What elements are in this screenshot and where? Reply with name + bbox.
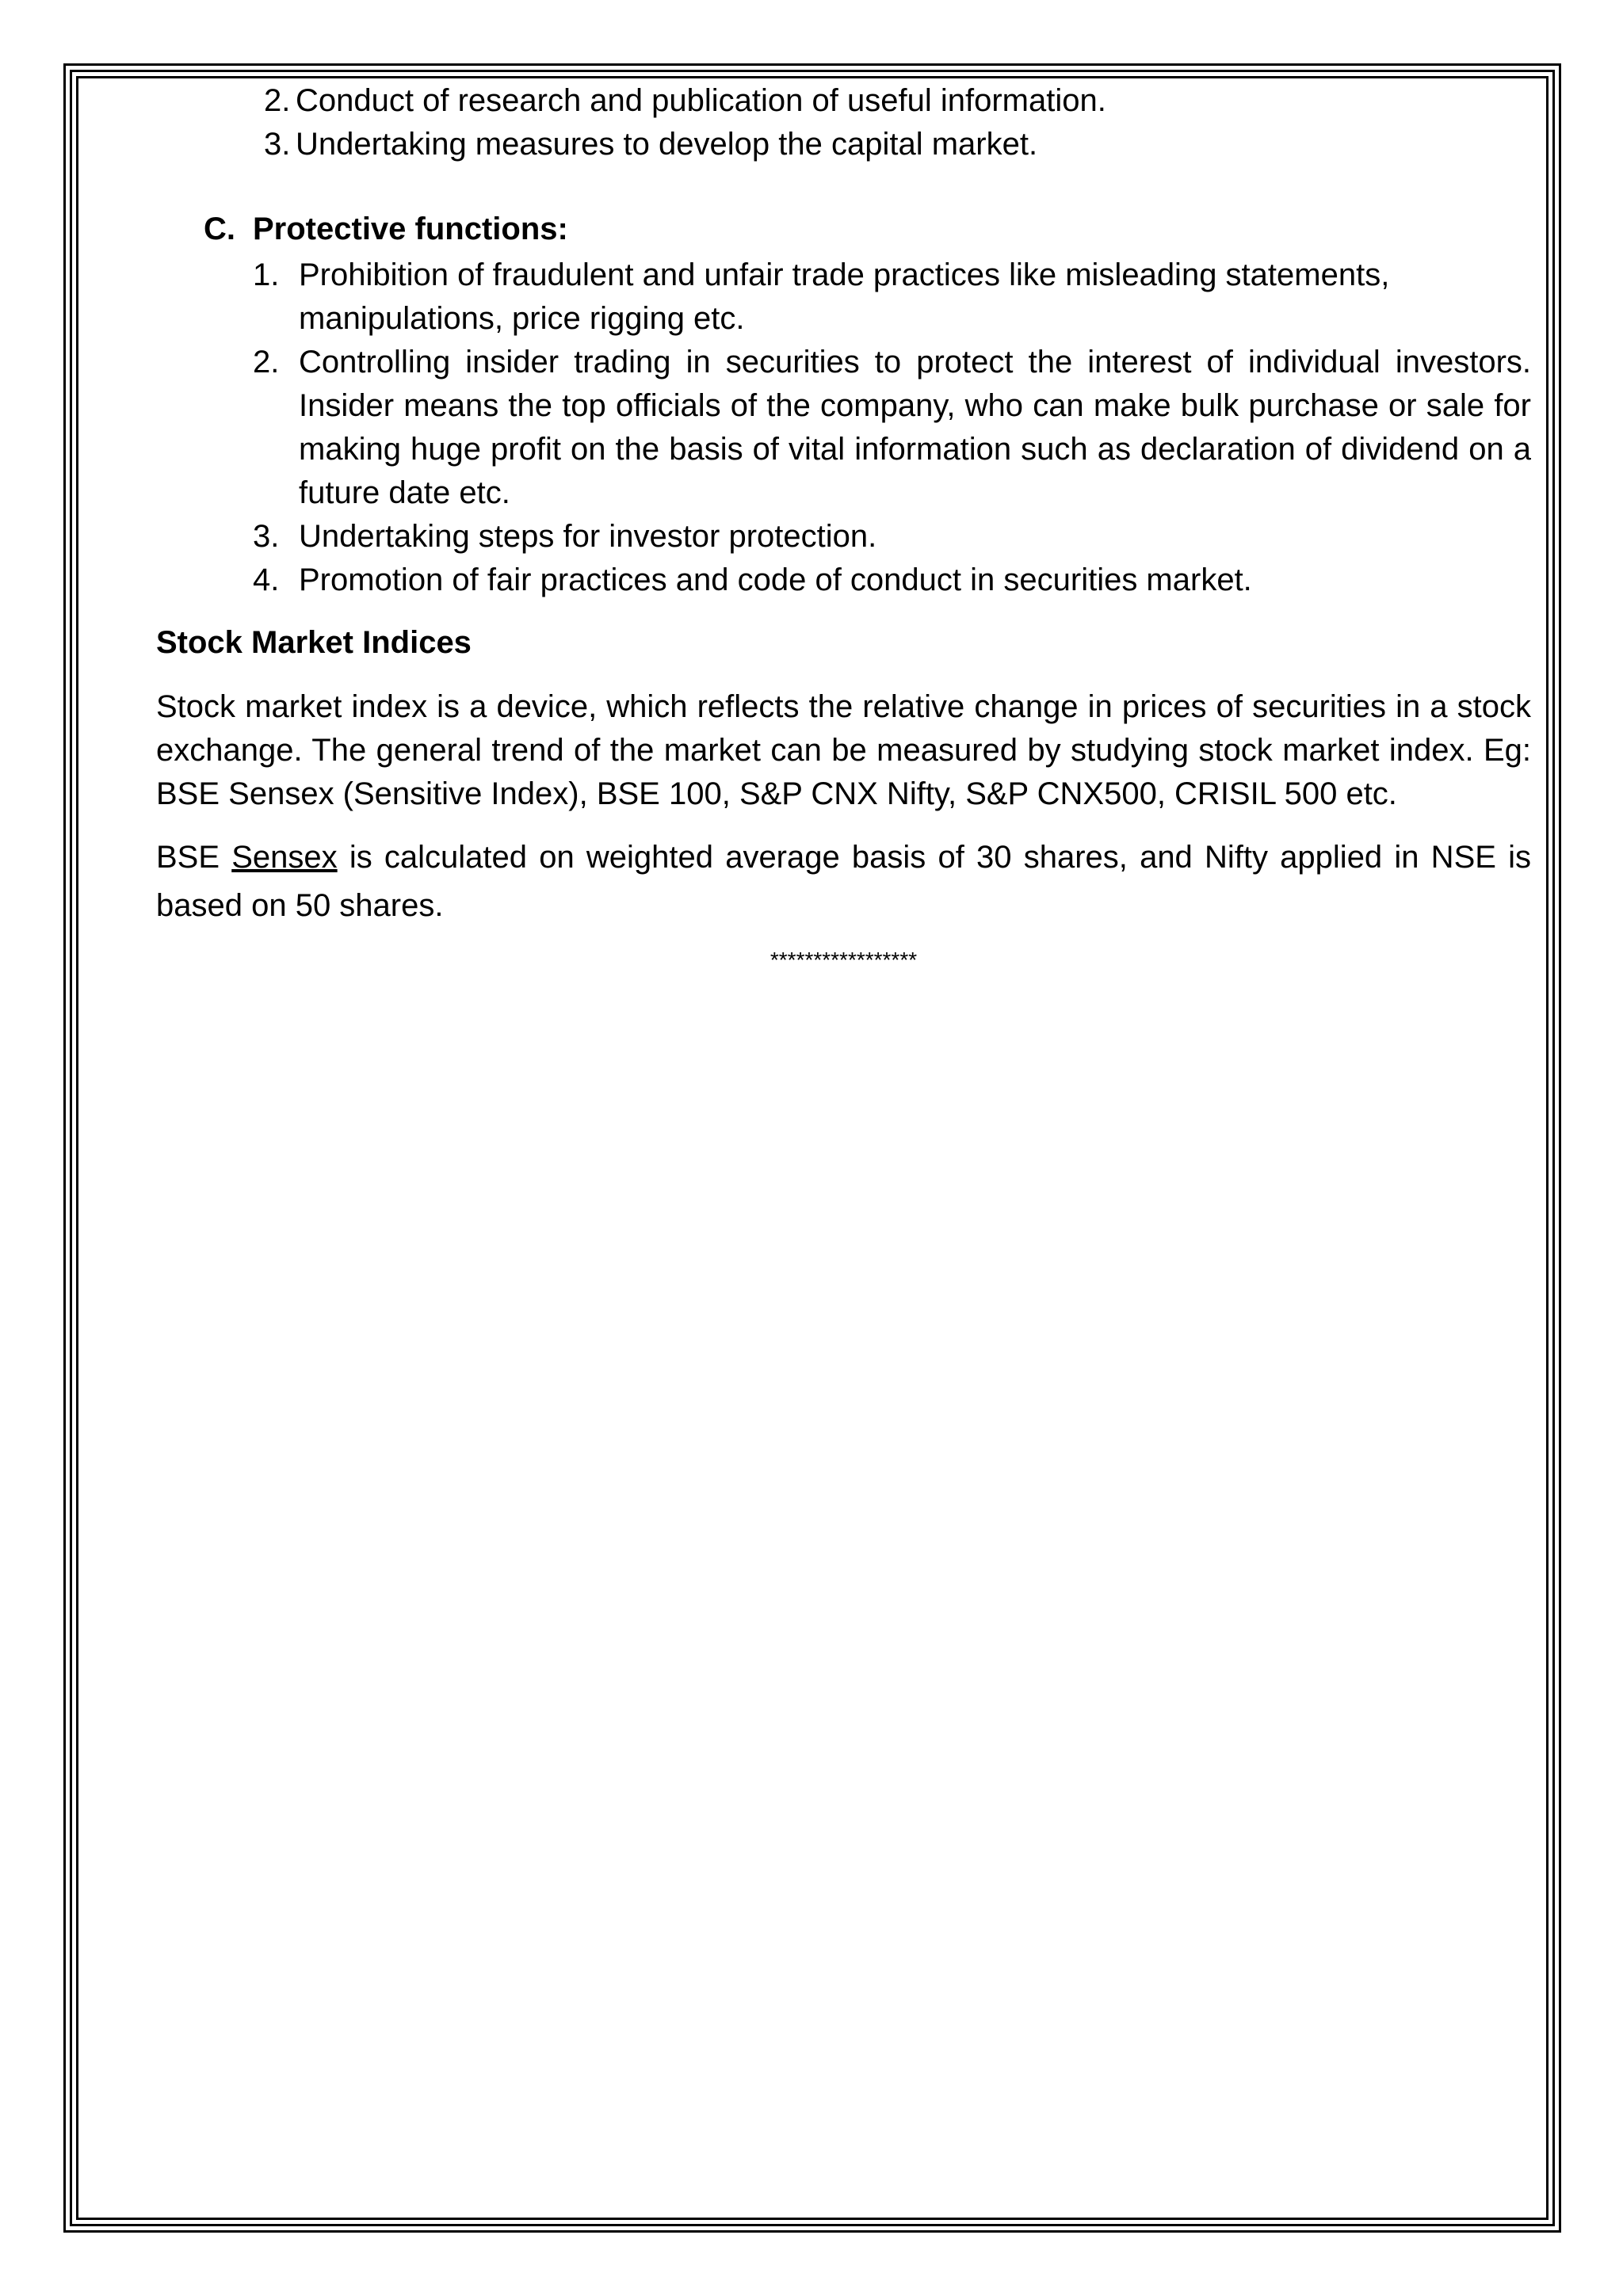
list-item: [253, 254, 1531, 341]
paragraph: Stock market index is a device, which reflects the relative change in prices of securities in a stock exchange. The general trend of the market can be measured by studying stock market index. Eg: BSE Sensex (Sensitive Index), BSE 100, S&P CNX Nifty, S&P CNX500, CRISIL 500 etc.: [156, 689, 1531, 811]
end-marker: *****************: [769, 948, 918, 972]
list-section-c: [253, 254, 1531, 602]
list-item-number: 2.: [264, 83, 291, 118]
paragraph: [156, 833, 1531, 930]
paragraph-text: is calculated on weighted average basis of 30 shares, and Nifty applied in NSE is based on 50 shares.: [156, 840, 1531, 923]
list-item: [253, 559, 1531, 602]
list-item-text: Undertaking steps for investor protection.: [299, 519, 877, 554]
list-item: [264, 79, 1531, 123]
list-item-number: 2.: [253, 345, 280, 379]
list-item: [264, 123, 1531, 166]
list-item-number: 4.: [253, 563, 280, 597]
list-item-text: Promotion of fair practices and code of conduct in securities market.: [299, 563, 1252, 597]
list-item-text: Controlling insider trading in securities to protect the interest of individual investors. Insider means the top officials of the company, who can make bulk purchase or sale for making huge profit on the basis of vital information such as declaration of dividend on a future date etc.: [299, 345, 1531, 510]
section-heading: Stock Market Indices: [156, 625, 472, 660]
section-title: Protective functions:: [253, 212, 568, 246]
list-item-text: Conduct of research and publication of useful information.: [296, 83, 1106, 118]
list-item-number: 1.: [253, 257, 280, 292]
document-content: [156, 79, 1531, 976]
list-item: [253, 341, 1531, 515]
section-letter: C.: [204, 212, 235, 246]
section-c-heading: [204, 208, 1531, 251]
list-item: [253, 515, 1531, 559]
list-item-text: Prohibition of fraudulent and unfair trade practices like misleading statements, manipulations, price rigging etc.: [299, 257, 1390, 336]
paragraph-text: BSE: [156, 840, 232, 875]
list-item-text: Undertaking measures to develop the capital market.: [296, 127, 1038, 162]
list-item-number: 3.: [264, 127, 291, 162]
list-item-number: 3.: [253, 519, 280, 554]
underlined-term: Sensex: [231, 840, 338, 875]
list-section-b: [264, 79, 1531, 166]
